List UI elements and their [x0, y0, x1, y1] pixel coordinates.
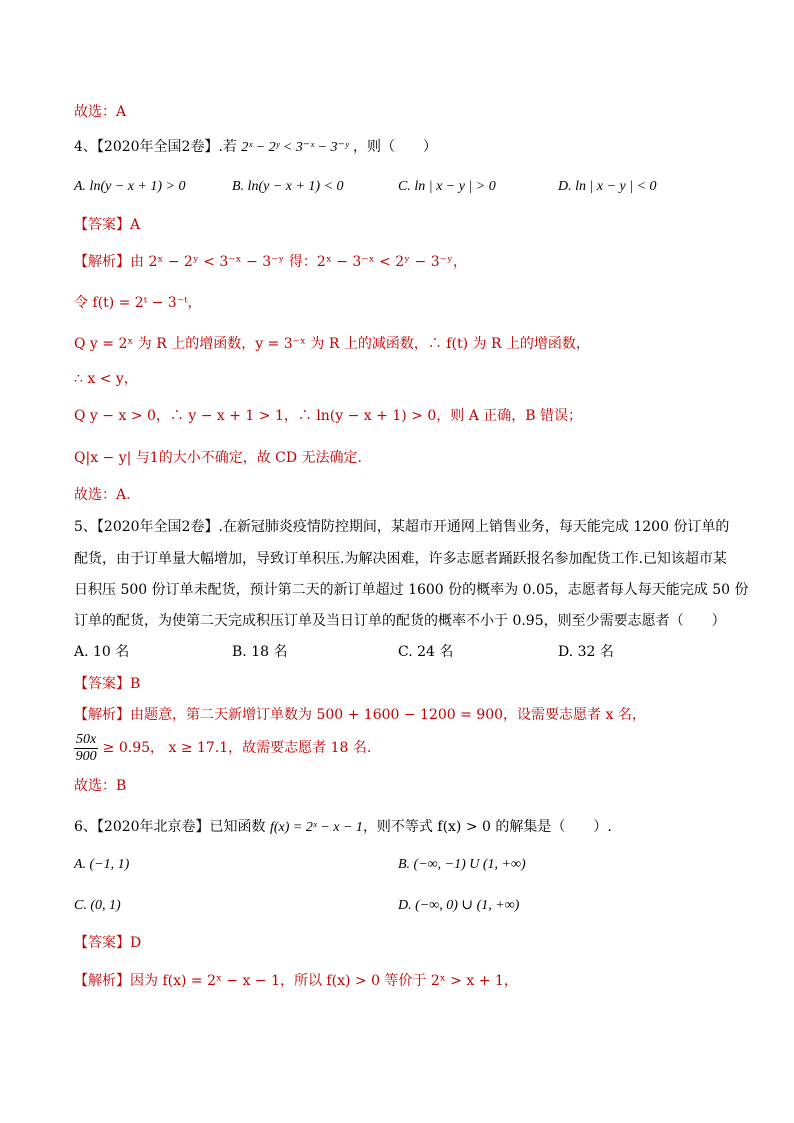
analysis-4 [74, 252, 467, 272]
option-5c: C. 24 名 [398, 644, 454, 660]
analysis-4-let: 令 f(t) = 2ᵗ − 3⁻ᵗ， [74, 295, 202, 311]
question-6-math: f(x) = 2ˣ − x − 1 [270, 820, 363, 835]
analysis-5-fraction-line [74, 731, 371, 765]
fraction-numerator: 50x [76, 731, 97, 747]
option-6a: A. (−1, 1) [74, 857, 130, 872]
answer-6: 【答案】D [74, 935, 142, 951]
question-5-line-4: 订单的配货，为使第二天完成积压订单及当日订单的配货的概率不小于 0.95，则至少需要志愿者（ ） [74, 613, 726, 629]
question-6 [74, 817, 612, 838]
analysis-4-cd: Q|x − y| 与1的大小不确定，故 CD 无法确定. [74, 450, 362, 466]
analysis-label: 【解析】 [74, 707, 130, 723]
option-5d: D. 32 名 [558, 644, 614, 660]
answer-5-choice: 故选：B [74, 778, 127, 794]
question-4-ask: ，则（ ） [352, 139, 437, 155]
option-4d: D. ln | x − y | < 0 [558, 179, 657, 194]
option-4c: C. ln | x − y | > 0 [398, 179, 496, 194]
fraction-denominator: 900 [75, 748, 97, 764]
option-6b: B. (−∞, −1) U (1, +∞) [398, 857, 526, 872]
answer-4: 【答案】A [74, 217, 141, 233]
question-6-intro: 6、【2020年北京卷】已知函数 [74, 819, 270, 835]
analysis-6 [74, 971, 518, 991]
analysis-5-result: ≥ 0.95， x ≥ 17.1，故需要志愿者 18 名. [98, 740, 372, 756]
fraction [74, 732, 98, 765]
analysis-4-conclusion: Q y − x > 0，∴ y − x + 1 > 1，∴ ln(y − x + 1) > 0，则 A 正确，B 错误； [74, 408, 582, 424]
analysis-4-text: 由 2ˣ − 2ʸ < 3⁻ˣ − 3⁻ʸ 得：2ˣ − 3⁻ˣ < 2ʸ − 3⁻ʸ， [130, 254, 467, 270]
analysis-label: 【解析】 [74, 973, 130, 989]
analysis-label: 【解析】 [74, 254, 130, 270]
option-4b: B. ln(y − x + 1) < 0 [232, 179, 344, 194]
question-4 [74, 137, 437, 158]
option-6c: C. (0, 1) [74, 898, 121, 913]
analysis-6-text: 因为 f(x) = 2ˣ − x − 1，所以 f(x) > 0 等价于 2ˣ > x + 1， [130, 973, 518, 989]
option-6d: D. (−∞, 0) ∪ (1, +∞) [398, 898, 520, 913]
answer-4-choice: 故选：A. [74, 487, 131, 503]
question-5-line-1: 5、【2020年全国2卷】.在新冠肺炎疫情防控期间，某超市开通网上销售业务，每天能完成 1200 份订单的 [74, 519, 730, 535]
option-4a: A. ln(y − x + 1) > 0 [74, 179, 186, 194]
analysis-5 [74, 705, 646, 725]
answer-5: 【答案】B [74, 676, 141, 692]
option-5a: A. 10 名 [74, 644, 130, 660]
question-4-intro: 4、【2020年全国2卷】.若 [74, 139, 237, 155]
analysis-4-monotonic: Q y = 2ˣ 为 R 上的增函数，y = 3⁻ˣ 为 R 上的减函数，∴ f(t) 为 R 上的增函数， [74, 336, 590, 352]
analysis-5-text: 由题意，第二天新增订单数为 500 + 1600 − 1200 = 900，设需要志愿者 x 名， [130, 707, 646, 723]
answer-choice-line: 故选：A [74, 104, 127, 120]
question-4-math: 2ˣ − 2ʸ < 3⁻ˣ − 3⁻ʸ [241, 140, 349, 155]
question-5-line-3: 日积压 500 份订单未配货，预计第二天的新订单超过 1600 份的概率为 0.05，志愿者每人每天能完成 50 份 [74, 582, 749, 598]
option-5b: B. 18 名 [232, 644, 288, 660]
question-6-ask: ，则不等式 f(x) > 0 的解集是（ ）. [362, 819, 612, 835]
question-5-line-2: 配货，由于订单量大幅增加，导致订单积压.为解决困难，许多志愿者踊跃报名参加配货工作.已知该超市某 [74, 551, 727, 567]
analysis-4-x-less-y: ∴ x < y， [74, 371, 138, 387]
